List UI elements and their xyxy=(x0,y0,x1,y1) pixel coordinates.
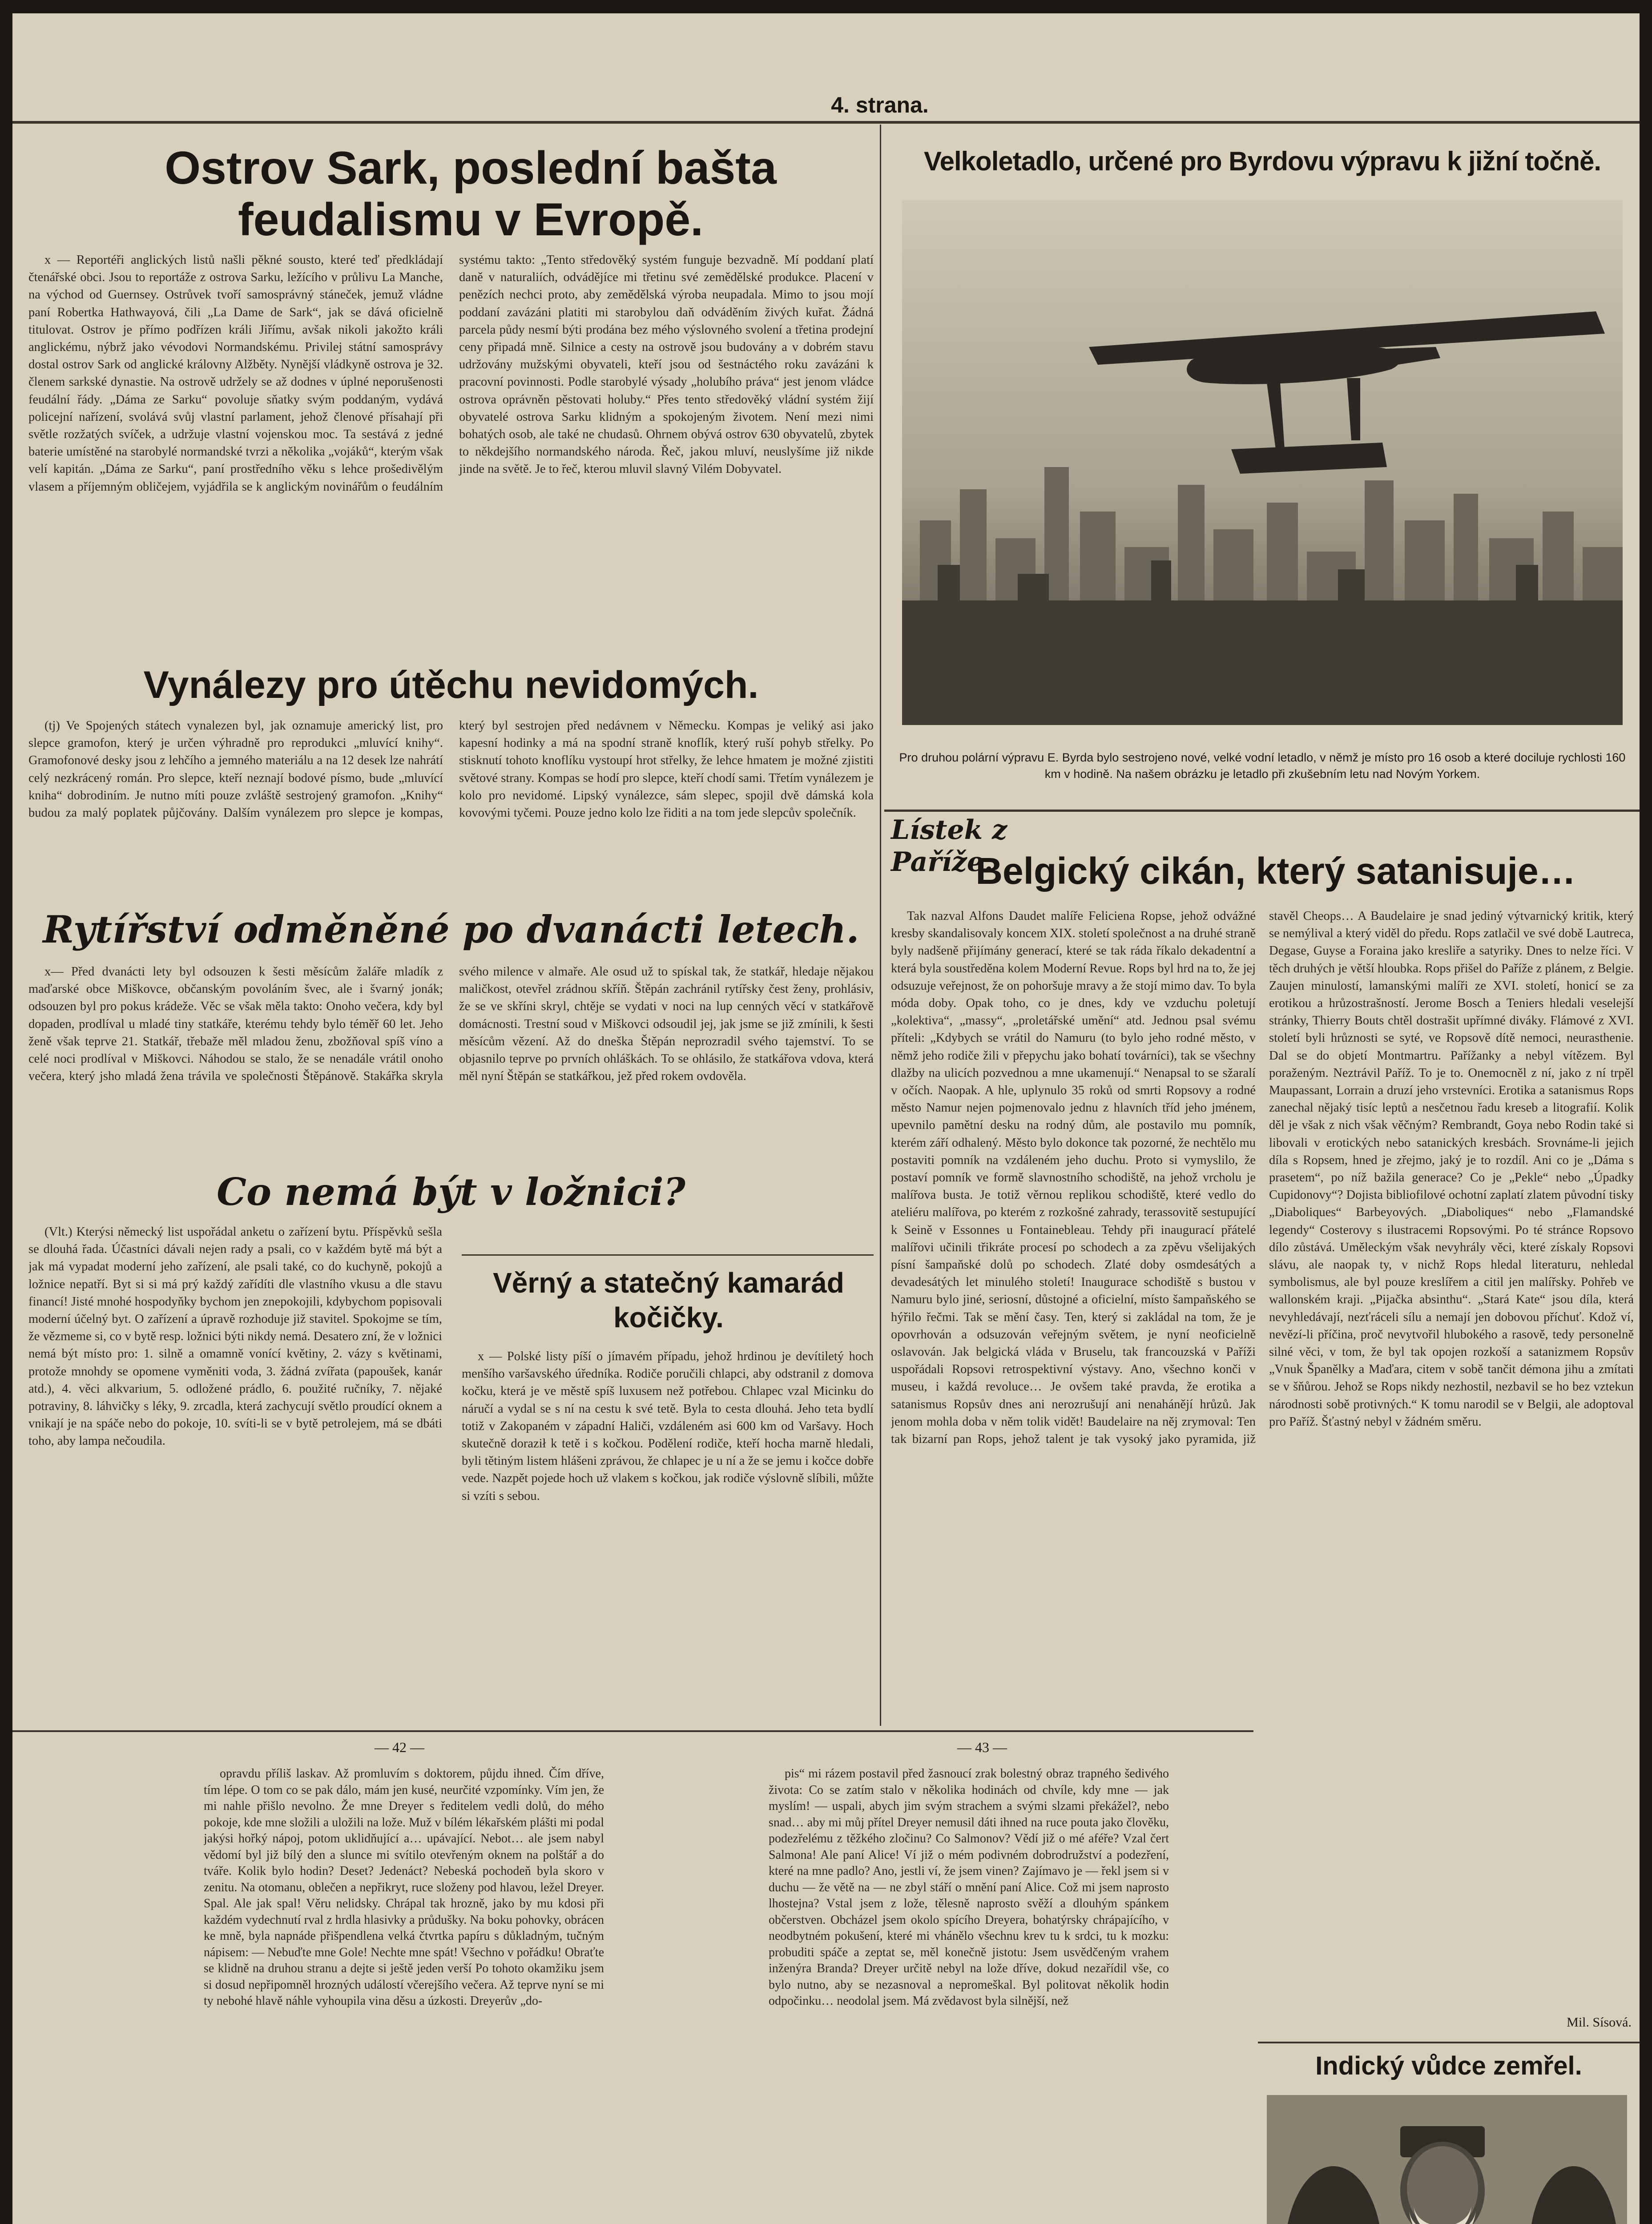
novel-page-right: — 43 — xyxy=(957,1739,1007,1755)
column-divider xyxy=(880,125,881,1726)
patel-photo xyxy=(1267,2095,1627,2224)
headline-sark: Ostrov Sark, poslední bašta feudalismu v Evropě. xyxy=(165,142,777,246)
newspaper-page xyxy=(12,13,1640,2224)
article-kitten xyxy=(462,1348,874,1695)
novel-left-text: opravdu příliš laskav. Až promluvím s doktorem, půjdu ihned. Čím dříve, tím lépe. O tom co se pak dálo, mám jen kusé, neurčité vzpomínky. Vím jen, že mi nahle přišlo nevolno. Že mne Dreyer s ředitelem vedli dolů, do mého pokoje, kde mne složili a uložili na lože. Muž v bílém lékařském plášti mi podal jakýsi hořký nápoj, potom uklidňující a… upávající. Nebot… ale jsem nabyl vědomí byl již bílý den a slunce mi svítilo otevřeným oknem na polštář a do tváře. Kolik bylo hodin? Deset? Jedenáct? Nebeská pochodeň byla skoro v zenitu. Na otomanu, oblečen a nepřikryt, ruce složeny pod hlavou, ležel Dreyer. Spal. Ale jak spal! Věru nelidsky. Chrápal tak hrozně, jako by mu kdosi při každém vydechnutí rval z hrdla hlasivky a průdušky. Na boku pohovky, obrácen ke mně, byla napnáde přišpendlena velká čtvrtka papíru s důkladným, tučným nápisem: — Nebuďte mne Gole! Nechte mne spát! Všechno v pořádku! Obraťte se klidně na druhou stranu a dejte si ještě jeden verší Po tohoto okamžiku jsem si dosud nepřipomněl hrozných událostí včerejšího večera. Až teprve nyní se mi ty nebohé hlavě náhle vyhoupila vina děsu a úzkosti. Dreyerův „do- xyxy=(204,1767,604,2008)
article-inventions-text: (tj) Ve Spojených státech vynalezen byl, jak oznamuje americký list, pro slepce gramofon, který je určen výhradně pro reprodukci „mluvící knihy“. Gramofonové desky jsou z lehčího a jemného materiálu a na 12 desek lze nahrátí celý nezkrácený román. Pro slepce, kteří neznají bodové písmo, bude „mluvící kniha“ dobrodiním. Je nutno míti pouze zvláště sestrojený gramofon. „Knihy“ budou za malý poplatek půjčovány. Dalším vynálezem pro slepce je kompas, který byl sestrojen před nedávnem v Německu. Kompas je veliký asi jako kapesní hodinky a má na spodní straně knoflík, který ruší pohyb střelky. Po stisknutí tohoto knoflíku vystoupí hrot střelky, že lehce hmatem je možné zjistiti světové strany. Kompas se hodí pro slepce, kteří chodí sami. Třetím vynálezem je kolo pro nevidomé. Lipský vynálezce, sám slepec, spojil dvě dámská kola kovovými tyčemi. Pouze jedno kolo lze řiditi a na tom jede slepcův společník. xyxy=(28,719,874,820)
novel-left xyxy=(204,1766,604,2224)
paris-section-label: Lístek z Paříže. xyxy=(891,814,1007,878)
headline-byrd: Velkoletadlo, určené pro Byrdovu výpravu k jižní točně. xyxy=(923,146,1601,176)
article-bedroom xyxy=(28,1223,442,1695)
headline-bedroom: Co nemá být v ložnici? xyxy=(217,1170,685,1214)
article-knight-text: x— Před dvanácti lety byl odsouzen k šesti měsícům žaláře mladík z maďarské obce Miškovce, občanským povoláním švec, ale i švarný jonák; odsouzen byl pro pokus krádeže. Věc se však měla takto: Onoho večera, kdy byl dopaden, prodlíval u mladé tiny statkáře, kterému tehdy bylo téměř 60 let. Jeho ženě však teprve 21. Statkář, třebaže měl mladou ženu, zbožňoval spíš víno a celé noci prodlíval v Miškovci. Náhodou se stalo, že se nenadále vrátil onoho večera, který jsho mladá žena trávila ve společnosti Štěpánově. Stakářka skryla svého milence v almaře. Ale osud už to spískal tak, že statkář, hledaje nějakou maličkost, otevřel zrádnou skříň. Štěpán zachránil rytířsky čest ženy, prohlásiv, že se ve skříni skryl, chtěje se vydati v noci na lup cenných věcí v statkářově domácnosti. Trestní soud v Miškovci odsoudil jej, jak jsme se již zmínili, k šesti měsícům vězení. Až do dneška Štěpán neprozradil svého tajemství. To se objasnilo teprve po prvních ohláškách. To se ohlásilo, že statkářova vdova, která měl nyní Štěpán se statkářkou, jež před rokem ovdověla. xyxy=(28,965,874,1084)
seaplane-over-new-york-icon xyxy=(902,200,1623,725)
novel-top-rule xyxy=(12,1730,1253,1732)
page-number-label: 4. strana. xyxy=(831,93,929,117)
article-sark xyxy=(28,251,874,652)
novel-right xyxy=(769,1766,1169,2224)
headline-patel: Indický vůdce zemřel. xyxy=(1315,2051,1582,2080)
patel-rule xyxy=(1258,2042,1640,2043)
header-rule xyxy=(12,121,1640,124)
novel-page-left: — 42 — xyxy=(375,1739,424,1755)
article-kitten-text: x — Polské listy píší o jímavém případu, jehož hrdinou je devítiletý hoch menšího varšavského úředníka. Rodiče poručili chlapci, aby odstranil z domova kočku, která je ve městě spíš luxusem než potřebou. Chlapec vzal Micinku do náručí a vydal se s ní na cestu k své tetě. Byla to cesta dlouhá. Jeho teta bydlí totiž v Zakopaném v západní Haliči, vzdáleném asi 600 km od Varšavy. Hoch skutečně doraził k tetě i s kočkou. Podělení rodiče, kteří hocha marně hledali, byli tětiným listem hlášeni zprávou, že chlapec je u ní a že se jemu i kočce dobře vede. Nazpět pojede hoch už vlakem s kočkou, jak rodiče výslovně slíbili, můžte si vzíti s sebou. xyxy=(462,1350,874,1503)
article-knight xyxy=(28,963,874,1161)
article-bedroom-text: (Vlt.) Kterýsi německý list uspořádal anketu o zařízení bytu. Příspěvků sešla se dlouhá řada. Účastníci dávali nejen rady a psali, co v každém bytě má být a jak má vypadat moderní jeho zařízení, ale psali také, co do kuchyně, pokojů a ložnice nepatří. Byt si si má prý každý zařídíti dle vlastního vkusu a dle stavu financí! Jisté mnohé hospodyňky bychom jen znepokojili, kdybychom popisovali moderní účelný byt. O zařízení a úpravě rozhoduje již stavitel. Spokojme se tím, že vězmeme si, co v bytě resp. ložnici býti nikdy nemá. Desatero zní, že v ložnici nemá být místo pro: 1. silně a omamně vonící květiny, 2. vázy s květinami, protože mnohdy se opomene vyměniti voda, 3. žádná zvířata (papoušek, kanár atd.), 4. věci alkvarium, 5. odložené prádlo, 6. použité ručníky, 7. nějaké potraviny, 8. láhvičky s léky, 9. zrcadla, která zachycují světlo proudící oknem a vnikají je na spáče nebo do pokoje, 10. svíti-li se v bytě petrolejem, má se dbáti toho, aby lampa nečoudila. xyxy=(28,1225,442,1448)
byrd-caption: Pro druhou polární výpravu E. Byrda bylo sestrojeno nové, velké vodní letadlo, v němž je místo pro 16 osob a které dociluje rychlosti 160 km v hodině. Na našem obrázku je letadlo při zkušebním letu nad Novým Yorkem. xyxy=(899,751,1626,781)
seaplane-photo xyxy=(902,200,1623,725)
article-paris-text: Tak nazval Alfons Daudet malíře Feliciena Ropse, jehož odvážné kresby skandalisovaly koncem XIX. století společnost a na druhé straně byly nadšeně přijímány generací, které se tak ráda říkalo dekadentní a která byla soustředěna kolem Moderní Revue. Rops byl hrd na to, že jej odsuzuje veřejnost, že on pohoršuje mravy a že stojí mimo dav. To byla móda doby. Opak toho, co je dnes, kdy ve vzduchu poletují „kolektiva“, „massy“, „proletářské umění“ atd. Jednou psal svému příteli: „Kdybych se vrátil do Namuru (to bylo jeho rodné město, v němž jeho rodiče žili v přepychu jako bohatí továrníci), tak se všechny dlažby na ulicích pozvednou a mne ukamenují.“ Nenapsal to se sžaralí v očích. Naopak. A hle, uplynulo 35 roků od smrti Ropsovy a rodné město Namur nejen pojmenovalo jednu z hlavních tříd jeho jménem, upevnilo pamětní desku na rodný dům, ale postavilo mu pomník, kterém září odhalený. Město bylo dokonce tak pozorné, že nechtělo mu postaviti pomník na vzdáleném jeho duchu. Proto si vymyslilo, že postaví pomník ve formě slavnostního schodiště, na jehož vrcholu je malířova busta. Je totiž věrnou replikou schodiště, které vedlo do ateliéru malířova, po kterém z rozkošné zahrady, terassovitě sestupující k Seině v Essonnes u Fontainebleau. Tehdy při inaugurací přátelé malířovi učinili třikráte procesí po schodech a za zpěvu všelijakých písní šampaňské dolů po schodech. Zlaté doby osmdesátých a devadesátých let minulého století! Inaugurace schodiště s bustou v Namuru bylo jiné, seriosní, důstojné a oficielní, místo šampaňského se hýřilo řečmi. Tak se mění časy. Ten, který si zakládal na tom, že je opovrhován a odsuzován veřejným světem, je nyní neoficielně oslavován. Jak belgická vláda v Bruselu, tak francouzská v Paříži uspořádali Ropsovi retrospektivní výstavy. Ano, všechno konči v museu, i každá revoluce… Je ovšem také pravda, že erotika a satanismus Ropsův dnes ani nerozrušují ani nenahánějí hrůzů. Jak jenom mohla doba v něm tolik vidět! Baudelaire na něj zrymoval: Ten tak bizarní pan Rops, jehož talent je tak vysoký jako pyramida, již stavěl Cheops… A Baudelaire je snad jediný výtvarnický kritik, který se nemýlival a který viděl do předu. Rops zatlačil ve své době Lautreca, Degase, Guyse a Foraina jako kresliře a satyriky. Dnes to nelze říci. V těch druhých je větší hloubka. Rops přišel do Paříže z plánem, z Belgie. Zaujen minulostí, lamanskými malíři ze XVI. století, honicí se za erotikou a hrůzostrašností. Jerome Bosch a Teniers hledali veselejší stránky, Thierry Bouts chtěl dostrašit upřímné diváky. Flámové z XVI. století byli hrůznosti se syté, ve Ropsově dítě nemoci, neurasthenie. Dal se do objetí Montmartru. Pařížanky a nebyl vítězem. Byl poraženým. Neztrávil Paříž. To je to. Onemocněl z ní, jako z ní trpěl Maupassant, Lorrain a druzí jeho vrstevníci. Erotika a satanismus Rops zanechal nějaký tisíc leptů a nesčetnou řadu kreseb a litografií. Kolik děl je však z nich však věčným? Rembrandt, Goya nebo Rodin také si libovali v erotických nebo satanických kresbách. Srovnáme-li jejich díla s Ropsem, hned je zřejmo, jaký je to rozdíl. Ani co je „Dáma s prasetem“, po níž bažila generace? Co je „Pekle“ nebo „Úpadky Cupidonovy“? Dojista bibliofilové ochotní zaplatí zlatem původní tisky „Diaboliques“ Barbeyových. „Diaboliques“ nebo „Flamandské legendy“ Costerovy s ilustracemi Ropsovými. Po té stránce Ropsovo dílo zůstává. Uměleckým však nevyhrály věci, které získaly Ropsovi slávu, ale naopak ty, v nichž Rops hledal literaturu, nehledal symbolismus, ale byl pouze kreslířem a citil jen malířsky. Pohřeb ve wallonském kraji. „Pijačka absinthu“. „Stará Kate“ jsou díla, která nevyhledávají, nezťráceli sílu a nemají jen dobovou příchuť. Kdož ví, nevězí-li příčina, proč nevytvořil hlubokého a rasově, tedy personelně silné věci, v tom, že byl tak opojen rozkoší a satanizmem Ropsův „Vnuk Španělky a Maďara, citem v sobě tančit démona jihu a zmítati se v šňůrou. Jehož se Rops nikdy nezhostil, nezbavil se ho bez vztekun národnosti sobě protivných.“ K tomu narodil se v Belgii, ale adoptoval pro Paříž. Šťastný nebyl v žádném směru. xyxy=(891,909,1634,1446)
article-sark-text: x — Reportéři anglických listů našli pěkné sousto, které teď předkládají čtenářské obci. Jsou to reportáže z ostrova Sarku, ležícího v průlivu La Manche, na východ od Guernsey. Ostrůvek tvoří samosprávný stáneček, jemuž vládne paní Robertka Hathwayová, čili „La Dame de Sark“, jak se dává oficielně titulovat. Ostrov je přímo podřízen králi Jiřímu, avšak nikoli jakožto králi anglickému, nýbrž jako vévodovi Normandskému. Privilej státní samosprávy dostal ostrov Sark od anglické královny Alžběty. Nynější vládkyně ostrova je 32. členem sarkské dynastie. Na ostrově udržely se až dodnes v úplné neporušenosti feudální řády. „Dáma ze Sarku“ povoluje sňatky svým poddaným, vydává policejní nařízení, svolává svůj vlastní parlament, jehož členové přísahají při světle rozžatých svíček, a udržuje vlastní vojenskou moc. Ta sestává z jedné baterie umístěné na starobylé normandské tvrzi a několika „vojáků“, kterým však velí kapitán. „Dáma ze Sarku“, paní prostředního věku s lehce prošedivělým vlasem a příjemným obličejem, vyjádřila se k anglickým novinářům o feudálním systému takto: „Tento středověký systém funguje bezvadně. Mí poddaní platí daně v naturaliích, odvádějíce mi třetinu své zemědělské produkce. Placení v penězích nechci proto, aby zemědělská výroba neupadala. Mimo to jsou mojí poddaní zavázáni platiti mi starobylou daň odváděním živých kuřat. Žádná parcela půdy nesmí býti prodána bez mého výslovného svolení a třetina prodejní ceny připadá mně. Silnice a cesty na ostrově jsou budovány a v dobrém stavu udržovány mužskými obyvateli, kteří jsou od šestnáctého roku zavázáni k pracovní povinnosti. Podle starobylé výsady „holubího práva“ jest jenom vládce ostrova oprávněn pěstovati holuby.“ Přes tento středověký vládní systém žijí obyvatelé ostrova Sarku klidným a spokojeným životem. Není mezi nimi bohatých osob, ale také ne chudasů. Ohrnem obývá ostrov 630 obyvatelů, zbytek to někdejšího normandského národa. Řeč, jakou mluví, neuslyšíme již nikde jinde na světě. Je to řeč, kterou mluvil slavný Vilém Dobyvatel. xyxy=(28,253,874,494)
kitten-box-rule xyxy=(462,1254,874,1256)
headline-inventions: Vynálezy pro útěchu nevidomých. xyxy=(143,664,759,706)
headline-knight: Rytířství odměněné po dvanácti letech. xyxy=(43,907,859,951)
paris-top-rule xyxy=(884,810,1640,812)
headline-kitten: Věrný a statečný kamarád kočičky. xyxy=(493,1267,844,1334)
paris-author: Mil. Sísová. xyxy=(1567,2015,1632,2030)
headline-paris: Belgický cikán, který satanisuje… xyxy=(975,850,1576,892)
article-inventions xyxy=(28,717,874,899)
patel-portrait-icon xyxy=(1267,2095,1627,2224)
novel-right-text: pis“ mi rázem postavil před žasnoucí zrak bolestný obraz trapného šedivého života: Co se zatím stalo v několika hodinách od chvíle, kdy mne — jak myslím! — uspali, abych jim svým strachem a svými slzami překážel?, nebo snad… aby mi můj přítel Dreyer nemusil dáti ihned na ruce pouta jako člověku, podezřelému z těžkého zločinu? Co Salmonov? Vědí již o mé aféře? Vzal čert Salmona! Ale paní Alice! Ví již o mém podivném dobrodružství a podezření, které na mne padlo? Ano, jestli ví, že jsem vinen? Zajímavo je — řekl jsem si v duchu — že větě na — ne zbyl stáří o mnění paní Alice. Což mi jsem naprosto lhostejna? Vstal jsem z lože, tělesně naprosto svěží a dlouhým spánkem občerstven. Obcházel jsem okolo spícího Dreyera, bohatýrsky chrápajícího, v neodbytném pokušení, které mi vhánělo všechnu krev tu k srdci, tu k mozku: probuditi spáče a zeptat se, měl konečně jistotu: Jsem usvědčeným vrahem inženýra Branda? Dreyer určitě nebyl na lože dříve, dokud nezařídil vše, co bylo nutno, aby se nezasnoval a nepromeškal. Byl politovat několik hodin odpočinku… neodolal jsem. Má zvědavost byla silnější, než xyxy=(769,1767,1169,2008)
